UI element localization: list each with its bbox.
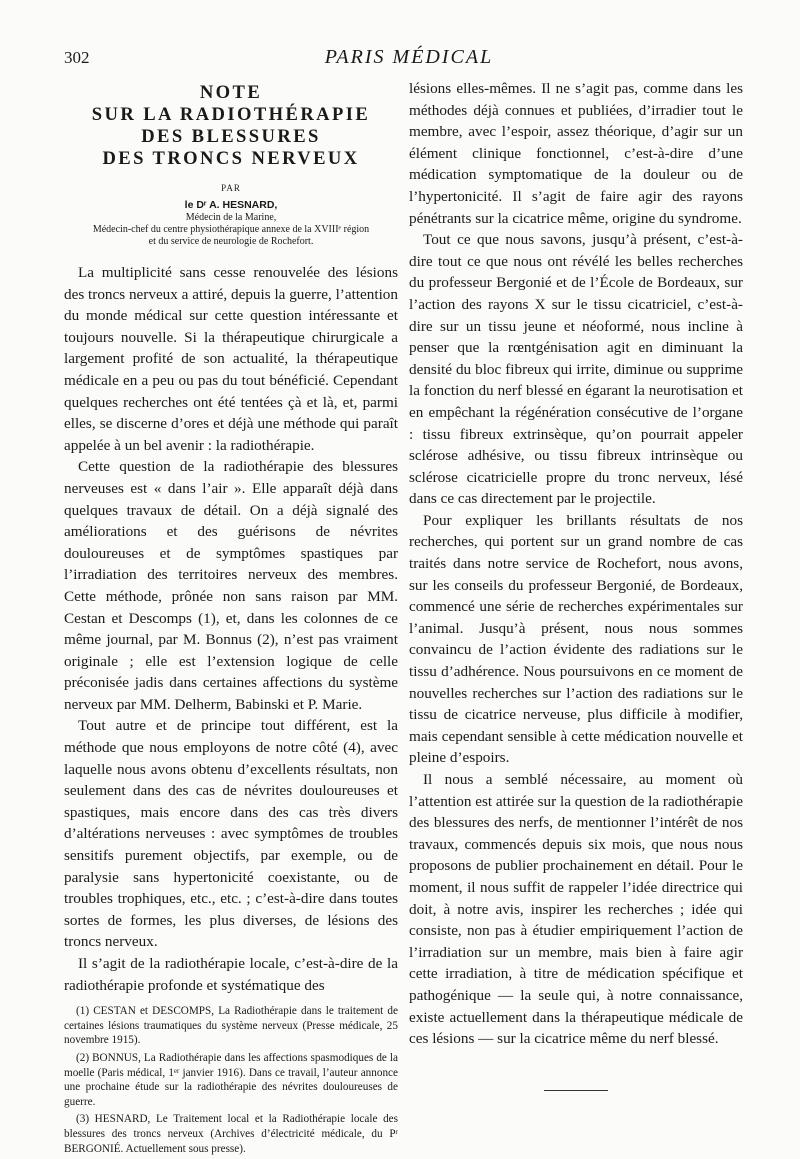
body-paragraph: Il nous a semblé nécessaire, au moment où l’attention est attirée sur la question de la radiothérapie des blessures des nerfs, de mentionner l’intérêt de nos travaux, commencés depuis six mois, que nous nous proposons de publier prochainement en détail. Pour le moment, il nous suffit de rappeler l’idée directrice qui doit, à notre avis, inspirer les recherches ; idée qui consiste, non pas à étudier empiriquement l’action de l’irradiation sur un membre, mais bien à faire agir cette irradiation, à titre de médication spécifique et pathogénique — la seule qui, à notre connaissance, existe actuellement dans la thérapeutique médicale de ces lésions — sur la cicatrice même du nerf blessé. xyxy=(409,771,743,1048)
author-affiliation: et du service de neurologie de Rochefort. xyxy=(148,236,314,247)
left-column xyxy=(64,78,398,1159)
author-name: le Dʳ A. HESNARD, xyxy=(184,199,278,211)
footnote: (1) CESTAN et DESCOMPS, La Radiothérapie dans le traitement de certaines lésions traumatiques du système nerveux (Presse médicale, 25 novembre 1915). xyxy=(64,1005,398,1047)
footnotes xyxy=(64,1004,398,1156)
author-affiliation: Médecin-chef du centre physiothérapique annexe de la XVIIIᵉ région xyxy=(92,224,370,235)
title-line: DES TRONCS NERVEUX xyxy=(102,148,360,169)
body-paragraph: Tout autre et de principe tout différent, est la méthode que nous employons de notre côté (4), avec laquelle nous avons obtenu d’excellents résultats, non seulement dans des cas de névrites douloureuses et spastiques, mais encore dans des cas très divers d’altérations nerveuses : avec symptômes de troubles sensitifs purement objectifs, par exemple, ou de paralysie sans hypertonicité coexistante, ou de troubles trophiques, etc., etc. ; c’est-à-dire dans toutes sortes de formes, les plus diverses, de lésions des troncs nerveux. xyxy=(64,717,398,951)
page-number: 302 xyxy=(64,48,90,67)
body-paragraph: Pour expliquer les brillants résultats de nos recherches, qui portent sur un grand nombre de cas traités dans notre service de Rochefort, nous avons, sur les conseils du professeur Bergonié, de Bordeaux, commencé une série de recherches expérimentales sur l’animal. Jusqu’à présent, nous nous sommes convaincu de l’action évidente des radiations sur le tissu d’adhérence. Nous poursuivons en ce moment de nouvelles recherches sur l’action des radiations sur le tissu de cicatrice nerveuse, plus difficile à modifier, mais cependant sensible à cette médication nouvelle et pleine d’espoirs. xyxy=(409,511,743,767)
body-paragraph-continued: lésions elles-mêmes. Il ne s’agit pas, comme dans les méthodes déjà connues et publiées, d’irradier tout le membre, avec l’espoir, assez théorique, d’agir sur un élément clinique fonctionnel, c’est-à-dire d’une médication symptomatique de la douleur ou de l’hypertonicité. Il s’agit de faire agir des rayons pénétrants sur la cicatrice même, origine du syndrome. xyxy=(409,80,743,227)
body-paragraph: Tout ce que nous savons, jusqu’à présent, c’est-à-dire tout ce que nous ont révélé les belles recherches du professeur Bergonié et de l’École de Bordeaux, sur l’action des rayons X sur le tissu cicatriciel, c’est-à-dire sur un tissu jeune et néoformé, nous incline à penser que la rœntgénisation agit en diminuant la densité du bloc fibreux qui irrite, diminue ou supprime la fonction du nerf blessé en égarant la neurotisation et en empêchant la régénération consécutive de l’organe : tissu fibreux extrinsèque, qu’on pourrait appeler sclérose adhésive, ou tissu fibreux intrinsèque ou sclérose cicatricielle propre du tronc nerveux, lésé dans ce cas directement par le projectile. xyxy=(409,231,743,508)
footnote: (2) BONNUS, La Radiothérapie dans les affections spasmodiques de la moelle (Paris médical, 1ᵉʳ janvier 1916). Dans ce travail, l’auteur annonce une prochaine étude sur la radiothérapie des névrites douloureuses de guerre. xyxy=(64,1051,398,1108)
title-line: NOTE xyxy=(199,82,263,103)
title-line: SUR LA RADIOTHÉRAPIE xyxy=(91,104,371,125)
author-block xyxy=(64,182,398,248)
journal-title: PARIS MÉDICAL xyxy=(324,46,494,68)
body-paragraph: Il s’agit de la radiothérapie locale, c’est-à-dire de la radiothérapie profonde et systématique des xyxy=(64,955,398,994)
running-head xyxy=(64,44,754,72)
body-paragraph: La multiplicité sans cesse renouvelée des lésions des troncs nerveux a attiré, depuis la guerre, l’attention du monde médical sur cette question intéressante et toujours nouvelle. Si la thérapeutique chirurgicale a largement profité de son actualité, la thérapeutique médicale en a peu ou pas du tout bénéficié. Cependant quelques recherches ont été tentées çà et là, et, parmi elles, se discerne d’ores et déjà une méthode qui paraît appelée à un bel avenir : la radiothérapie. xyxy=(64,264,398,454)
end-of-article-rule xyxy=(544,1090,608,1091)
byline-par: PAR xyxy=(221,183,241,193)
title-line: DES BLESSURES xyxy=(141,126,321,147)
article-title xyxy=(64,82,398,170)
footnote: (3) HESNARD, Le Traitement local et la Radiothérapie locale des blessures des troncs nerveux (Archives d’électricité médicale, du Pʳ BERGONIÉ. Actuellement sous presse). xyxy=(64,1113,398,1155)
author-affiliation: Médecin de la Marine, xyxy=(185,212,277,223)
right-column xyxy=(409,78,743,1091)
body-paragraph: Cette question de la radiothérapie des blessures nerveuses est « dans l’air ». Elle apparaît déjà dans quelques travaux de détail. On a déjà signalé des améliorations et des guérisons de névrites douloureuses et de symptômes spastiques par l’irradiation des territoires nerveux des membres. Cette méthode, prônée non sans raison par MM. Cestan et Descomps (1), et, dans les colonnes de ce même journal, par M. Bonnus (2), n’est pas vraiment originale ; elle est l’extension logique de celle préconisée jadis dans certaines affections du système nerveux par MM. Delherm, Babinski et P. Marie. xyxy=(64,458,398,713)
